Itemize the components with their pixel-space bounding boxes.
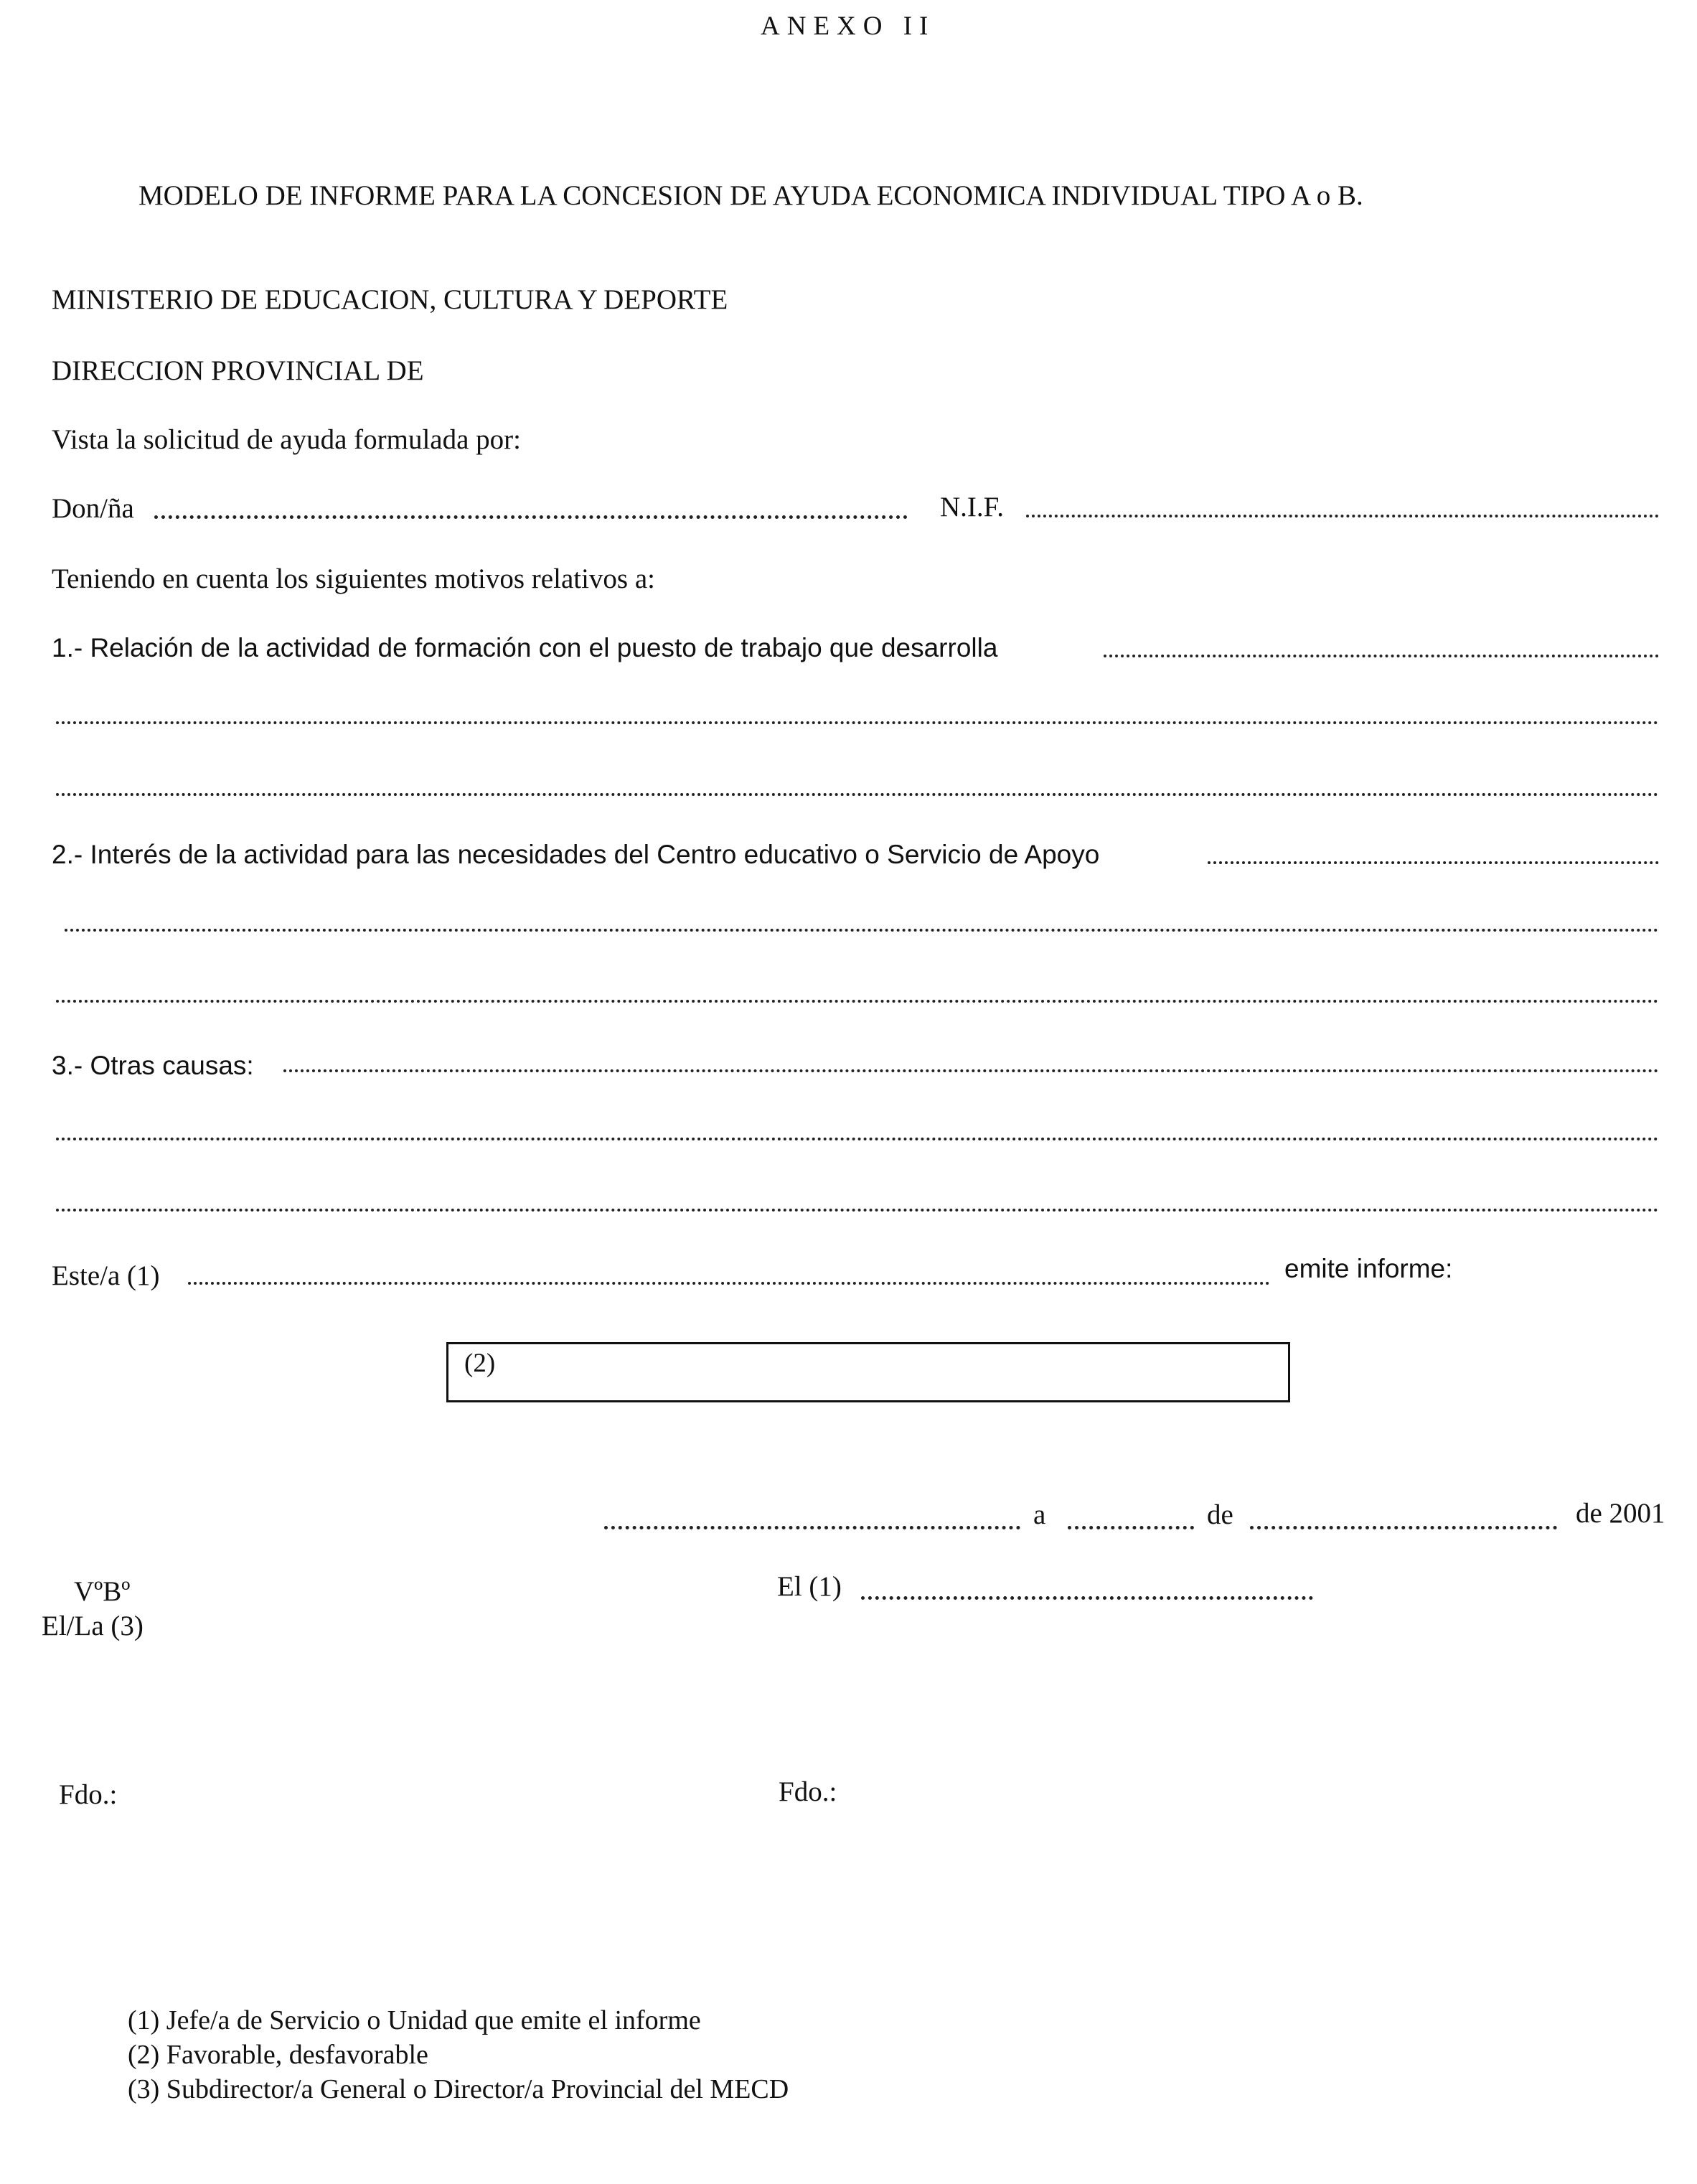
year-text: de 2001 [1576,1498,1665,1529]
issuer-label: Este/a (1) [52,1260,160,1291]
report-result-box[interactable] [446,1342,1290,1402]
reasons-intro: Teniendo en cuenta los siguientes motivos relativos a: [52,563,655,594]
day-field[interactable] [1068,1526,1194,1529]
reason-1-label: 1.- Relación de la actividad de formación con el puesto de trabajo que desarrolla [52,633,998,662]
month-field[interactable] [1250,1526,1557,1529]
directorate-label: DIRECCION PROVINCIAL DE [52,355,424,386]
date-connector-a: a [1033,1499,1046,1530]
footnote-1: (1) Jefe/a de Servicio o Unidad que emite el informe [128,2005,701,2035]
place-field[interactable] [604,1526,1020,1529]
right-signer-field[interactable] [861,1596,1313,1600]
reason-1-field-line-2[interactable] [56,721,1659,724]
nif-label: N.I.F. [940,492,1004,522]
issuer-field[interactable] [188,1282,1270,1285]
form-title: MODELO DE INFORME PARA LA CONCESION DE AYUDA ECONOMICA INDIVIDUAL TIPO A o B. [138,180,1363,211]
application-intro: Vista la solicitud de ayuda formulada por: [52,424,521,455]
footnote-3: (3) Subdirector/a General o Director/a Provincial del MECD [128,2074,789,2104]
applicant-name-label: Don/ña [52,493,134,524]
right-signer-role: El (1) [777,1571,842,1602]
reason-3-field-line-3[interactable] [56,1209,1659,1211]
reason-2-field-line-3[interactable] [56,1000,1659,1003]
nif-field[interactable] [1026,515,1659,517]
reason-1-field-line-1[interactable] [1104,655,1659,657]
reason-2-field-line-2[interactable] [65,929,1659,932]
approval-mark: VºBº [74,1576,131,1607]
reason-2-field-line-1[interactable] [1208,861,1659,864]
reason-3-field-line-1[interactable] [283,1069,1659,1072]
date-connector-de: de [1207,1499,1233,1530]
result-box-note: (2) [464,1349,496,1378]
reason-1-field-line-3[interactable] [56,793,1659,796]
applicant-name-field[interactable] [154,515,908,519]
left-signer-role: El/La (3) [42,1611,144,1641]
left-signed-label: Fdo.: [59,1779,118,1810]
footnote-2: (2) Favorable, desfavorable [128,2040,428,2070]
issues-report-label: emite informe: [1284,1254,1453,1283]
reason-3-field-line-2[interactable] [56,1138,1659,1140]
ministry-name: MINISTERIO DE EDUCACION, CULTURA Y DEPORTE [52,284,728,315]
annex-title: ANEXO II [761,11,936,41]
right-signed-label: Fdo.: [779,1776,837,1807]
reason-3-label: 3.- Otras causas: [52,1051,254,1080]
reason-2-label: 2.- Interés de la actividad para las necesidades del Centro educativo o Servicio de Apoyo [52,840,1100,869]
